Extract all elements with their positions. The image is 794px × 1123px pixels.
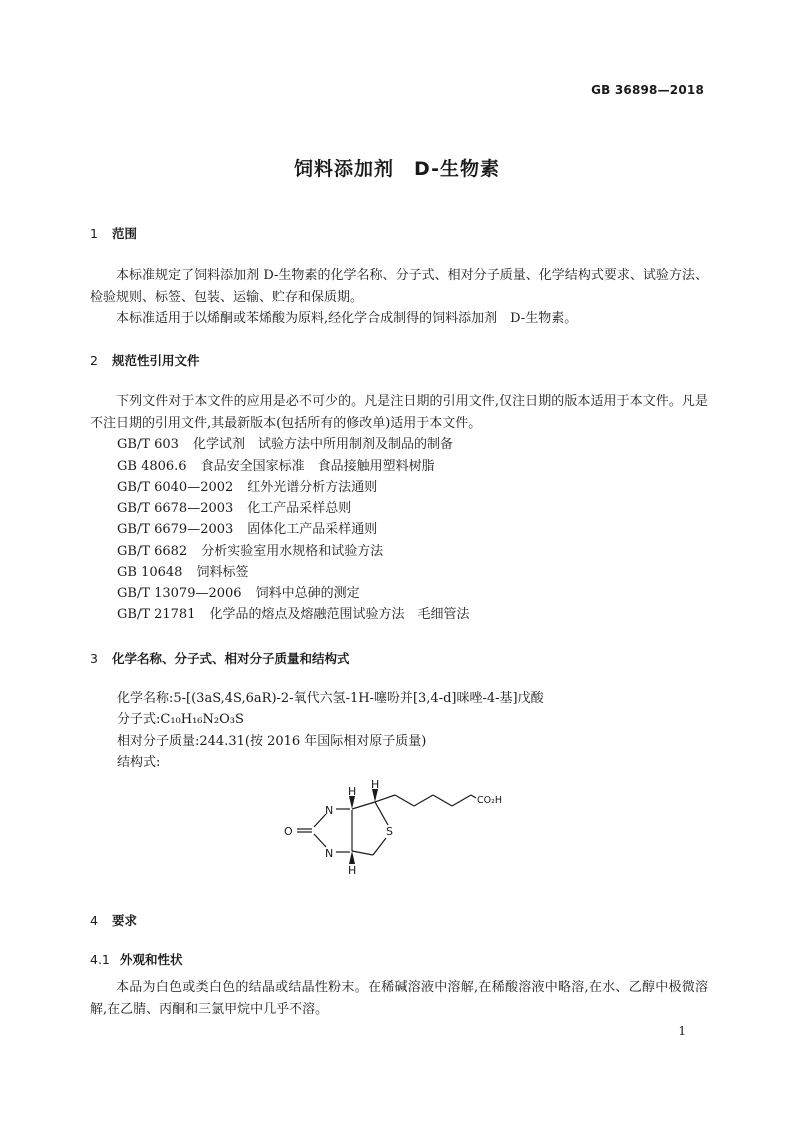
carboxyl-group: CO₂H: [477, 795, 503, 806]
molecular-mass: 相对分子质量:244.31(按 2016 年国际相对原子质量): [117, 734, 427, 749]
reference-code: GB/T 6679—2003: [117, 522, 234, 537]
reference-item: [117, 541, 383, 563]
structural-formula: [270, 775, 530, 885]
reference-code: GB 10648: [117, 565, 183, 580]
reference-code: GB/T 21781: [117, 607, 196, 622]
reference-item: [117, 498, 351, 520]
reference-title: 化学品的熔点及熔融范围试验方法 毛细管法: [209, 607, 470, 622]
subsection-4-1-paragraph: 本品为白色或类白色的结晶或结晶性粉末。在稀碱溶液中溶解,在稀酸溶液中略溶,在水、乙醇中极微溶解,在乙腈、丙酮和三氯甲烷中几乎不溶。: [90, 980, 708, 1017]
reference-code: GB/T 6040—2002: [117, 480, 234, 495]
reference-item: [117, 456, 435, 478]
reference-item: [117, 477, 377, 499]
subsection-number: 4.1: [90, 952, 110, 967]
reference-title: 化工产品采样总则: [247, 501, 352, 516]
subsection-4-1-heading: [90, 950, 183, 968]
subsection-title: 外观和性状: [120, 952, 183, 967]
sulfur-atom: S: [386, 825, 393, 838]
section-4-heading: [90, 911, 137, 929]
standard-number: GB 36898—2018: [591, 83, 704, 97]
reference-item: [117, 583, 360, 605]
section-title: 范围: [112, 226, 138, 241]
section-number: 1: [90, 226, 98, 241]
section-title: 规范性引用文件: [112, 353, 200, 368]
document-title: 饲料添加剂 D-生物素: [293, 158, 500, 180]
section-number: 3: [90, 651, 98, 666]
reference-title: 固体化工产品采样通则: [247, 522, 378, 537]
reference-code: GB/T 13079—2006: [117, 586, 242, 601]
nitrogen-atom: N: [325, 804, 334, 817]
section-1-heading: [90, 224, 137, 242]
reference-item: [117, 519, 377, 541]
section-title: 要求: [112, 913, 138, 928]
chemical-name: 化学名称:5-[(3aS,4S,6aR)-2-氧代六氢-1H-噻吩并[3,4-d]咪唑-4-基]戊酸: [117, 691, 544, 706]
page-number: 1: [678, 1024, 686, 1038]
reference-code: GB 4806.6: [117, 459, 187, 474]
reference-code: GB/T 6678—2003: [117, 501, 234, 516]
hydrogen-atom: H: [348, 785, 357, 798]
reference-title: 食品安全国家标准 食品接触用塑料树脂: [200, 459, 435, 474]
reference-item: [117, 604, 470, 626]
reference-code: GB/T 6682: [117, 544, 188, 559]
molecular-formula: 分子式:C₁₀H₁₆N₂O₃S: [117, 712, 244, 727]
reference-title: 红外光谱分析方法通则: [247, 480, 378, 495]
section-number: 2: [90, 353, 98, 368]
reference-title: 化学试剂 试验方法中所用制剂及制品的制备: [192, 437, 453, 452]
structure-label: 结构式:: [117, 755, 161, 770]
reference-code: GB/T 603: [117, 437, 179, 452]
nitrogen-atom: N: [325, 847, 334, 860]
oxygen-atom: O: [284, 825, 293, 838]
section-2-heading: [90, 351, 200, 369]
hydrogen-atom: H: [371, 778, 380, 791]
section-2-intro: 下列文件对于本文件的应用是必不可少的。凡是注日期的引用文件,仅注日期的版本适用于本文件。凡是不注日期的引用文件,其最新版本(包括所有的修改单)适用于本文件。: [90, 394, 708, 431]
reference-title: 饲料标签: [196, 565, 249, 580]
section-1-paragraph-2: 本标准适用于以烯酮或苯烯酸为原料,经化学合成制得的饲料添加剂 D-生物素。: [116, 311, 578, 326]
reference-title: 饲料中总砷的测定: [255, 586, 360, 601]
reference-item: [117, 434, 453, 456]
section-1-paragraph-1: 本标准规定了饲料添加剂 D-生物素的化学名称、分子式、相对分子质量、化学结构式要求、试验方法、检验规则、标签、包装、运输、贮存和保质期。: [90, 268, 708, 305]
section-number: 4: [90, 913, 98, 928]
section-title: 化学名称、分子式、相对分子质量和结构式: [112, 651, 350, 666]
section-3-heading: [90, 649, 350, 667]
reference-item: [117, 562, 248, 584]
reference-title: 分析实验室用水规格和试验方法: [201, 544, 384, 559]
hydrogen-atom: H: [348, 864, 357, 877]
